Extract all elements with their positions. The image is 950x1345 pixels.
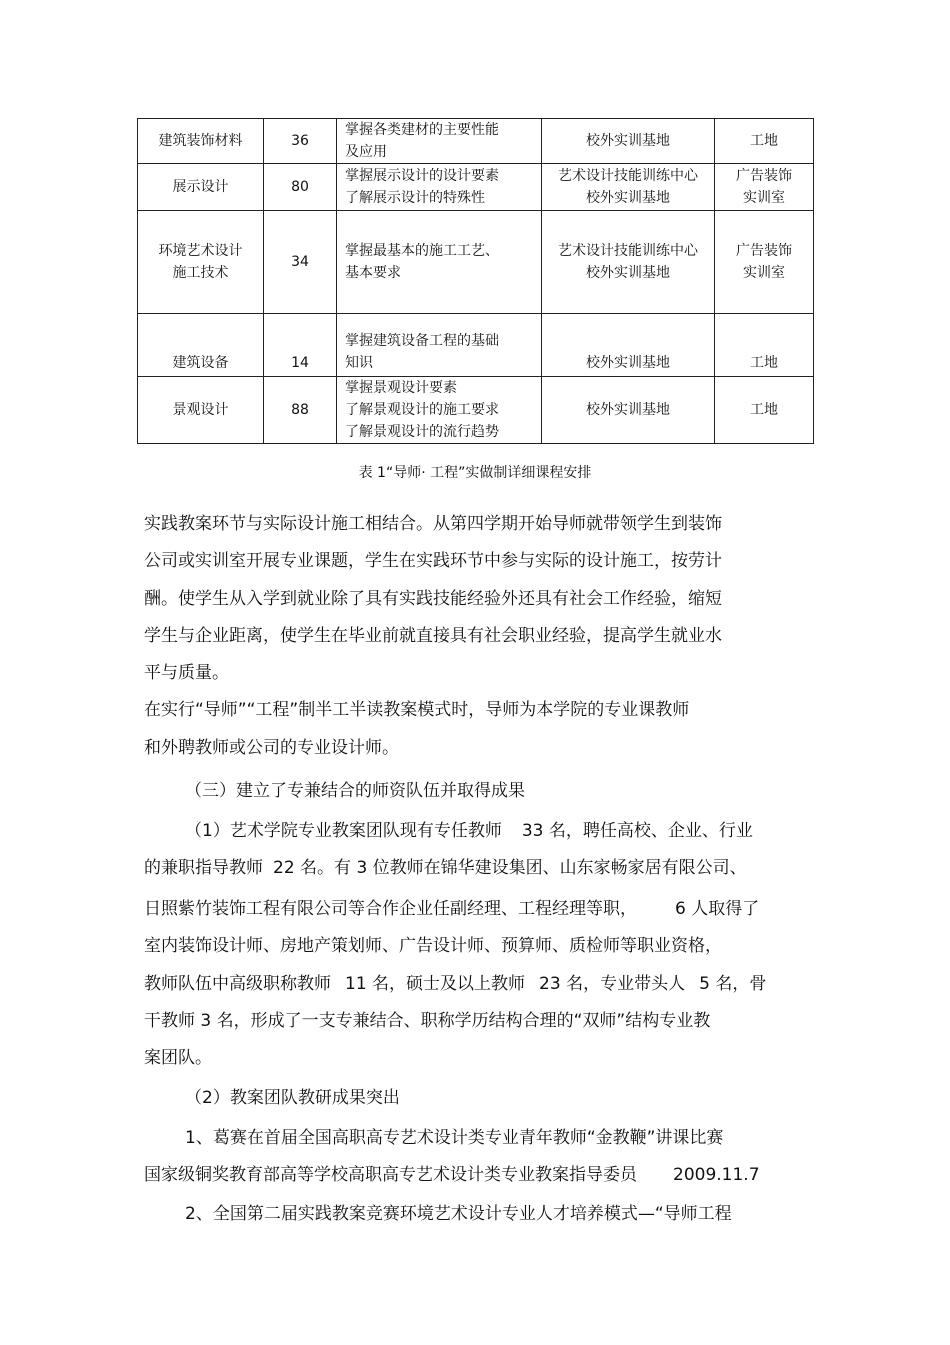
section-heading: （三）建立了专兼结合的师资队伍并取得成果 (185, 781, 525, 801)
paragraph-line: 1、葛赛在首届全国高职高专艺术设计类专业青年教师“金教鞭”讲课比赛 (185, 1128, 724, 1148)
course-location: 校外实训基地 (542, 314, 715, 377)
paragraph-line: 在实行“导师”“工程”制半工半读教案模式时，导师为本学院的专业课教师 (144, 700, 690, 720)
table-row (138, 211, 814, 314)
course-hours: 80 (264, 164, 337, 211)
course-hours: 14 (264, 314, 337, 377)
course-requirements: 掌握最基本的施工工艺、 基本要求 (337, 211, 542, 314)
course-name: 建筑设备 (138, 314, 264, 377)
course-location: 艺术设计技能训练中心 校外实训基地 (542, 164, 715, 211)
paragraph-line: 学生与企业距离，使学生在毕业前就直接具有社会职业经验，提高学生就业水 (144, 626, 722, 646)
course-location: 校外实训基地 (542, 119, 715, 164)
course-room: 工地 (715, 377, 814, 444)
course-requirements: 掌握建筑设备工程的基础 知识 (337, 314, 542, 377)
paragraph-line: 案团队。 (144, 1048, 212, 1068)
course-requirements: 掌握各类建材的主要性能 及应用 (337, 119, 542, 164)
course-schedule-table (137, 118, 814, 444)
table-row (138, 119, 814, 164)
paragraph-line: 的兼职指导教师 22 名。有 3 位教师在锦华建设集团、山东家畅家居有限公司、 (144, 858, 747, 878)
paragraph-line: 日照紫竹装饰工程有限公司等合作企业任副经理、工程经理等职， 6 人取得了 (144, 899, 760, 919)
course-room: 工地 (715, 314, 814, 377)
course-location: 艺术设计技能训练中心 校外实训基地 (542, 211, 715, 314)
course-hours: 34 (264, 211, 337, 314)
table-row (138, 164, 814, 211)
course-room: 广告装饰 实训室 (715, 211, 814, 314)
paragraph-line: 和外聘教师或公司的专业设计师。 (144, 738, 399, 758)
paragraph-line: 实践教案环节与实际设计施工相结合。从第四学期开始导师就带领学生到装饰 (144, 514, 722, 534)
course-hours: 36 (264, 119, 337, 164)
course-name: 景观设计 (138, 377, 264, 444)
course-name: 展示设计 (138, 164, 264, 211)
table-caption: 表 1“导师· 工程”实做制详细课程安排 (358, 465, 592, 481)
subsection-heading: （2）教案团队教研成果突出 (185, 1088, 400, 1108)
table-row (138, 314, 814, 377)
course-name: 建筑装饰材料 (138, 119, 264, 164)
paragraph-line: 教师队伍中高级职称教师 11 名，硕士及以上教师 23 名，专业带头人 5 名，骨 (144, 974, 767, 994)
course-room: 广告装饰 实训室 (715, 164, 814, 211)
paragraph-line: 平与质量。 (144, 663, 229, 683)
course-requirements: 掌握景观设计要素 了解景观设计的施工要求 了解景观设计的流行趋势 (337, 377, 542, 444)
table-row (138, 377, 814, 444)
course-location: 校外实训基地 (542, 377, 715, 444)
course-requirements: 掌握展示设计的设计要素 了解展示设计的特殊性 (337, 164, 542, 211)
paragraph-line: 国家级铜奖教育部高等学校高职高专艺术设计类专业教案指导委员 2009.11.7 (144, 1165, 760, 1185)
course-hours: 88 (264, 377, 337, 444)
paragraph-line: 干教师 3 名，形成了一支专兼结合、职称学历结构合理的“双师”结构专业教 (144, 1011, 711, 1031)
paragraph-line: 酬。使学生从入学到就业除了具有实践技能经验外还具有社会工作经验，缩短 (144, 589, 722, 609)
paragraph-line: 公司或实训室开展专业课题，学生在实践环节中参与实际的设计施工，按劳计 (144, 551, 722, 571)
paragraph-line: 室内装饰设计师、房地产策划师、广告设计师、预算师、质检师等职业资格， (144, 936, 722, 956)
course-room: 工地 (715, 119, 814, 164)
paragraph-line: 2、全国第二届实践教案竞赛环境艺术设计专业人才培养模式—“导师工程 (185, 1204, 732, 1224)
paragraph-line: （1）艺术学院专业教案团队现有专任教师 33 名，聘任高校、企业、行业 (185, 821, 753, 841)
course-name: 环境艺术设计 施工技术 (138, 211, 264, 314)
